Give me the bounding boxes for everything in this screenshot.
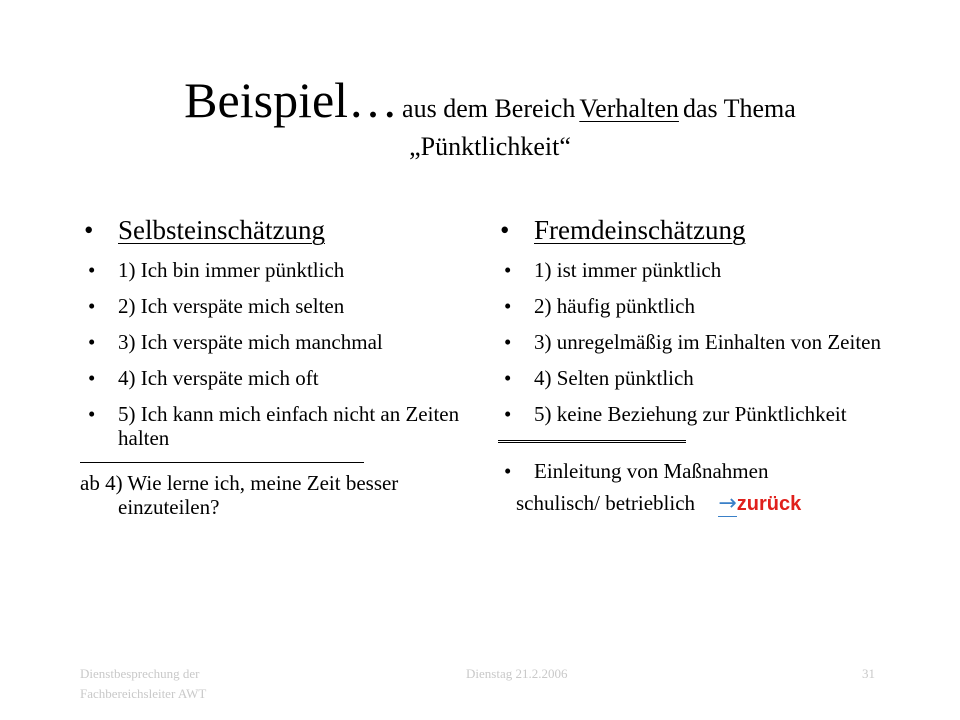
footer-event: Dienstbesprechung der Fachbereichsleiter AWT (80, 666, 207, 701)
list-item: • 5) Ich kann mich einfach nicht an Zeiten halten (80, 402, 470, 450)
list-item: • 4) Selten pünktlich (496, 366, 896, 390)
measures-subline (496, 491, 896, 516)
measures-list (496, 459, 896, 483)
title-topic-link[interactable]: Verhalten (579, 94, 679, 123)
slide-title (60, 72, 920, 161)
list-item: • 5) keine Beziehung zur Pünktlichkeit (496, 402, 896, 426)
self-assessment-column (80, 214, 470, 519)
external-assessment-column (496, 214, 896, 516)
list-item: • 3) Ich verspäte mich manchmal (80, 330, 470, 354)
measures-item: • Einleitung von Maßnahmen (496, 459, 896, 483)
back-link[interactable] (718, 491, 801, 515)
self-assessment-heading (80, 214, 470, 246)
list-item: • 1) Ich bin immer pünktlich (80, 258, 470, 282)
title-sub-prefix: aus dem Bereich (402, 94, 576, 123)
external-assessment-heading (496, 214, 896, 246)
back-link-label: zurück (736, 493, 802, 515)
title-theme: „Pünktlichkeit“ (409, 131, 571, 161)
self-assessment-note: ab 4) Wie lerne ich, meine Zeit besser einzuteilen? (80, 471, 399, 519)
title-main: Beispiel… (184, 72, 399, 128)
list-item: • 3) unregelmäßig im Einhalten von Zeiten (496, 330, 896, 354)
list-item: • 1) ist immer pünktlich (496, 258, 896, 282)
list-item: • 2) Ich verspäte mich selten (80, 294, 470, 318)
title-sub-suffix: das Thema (682, 94, 796, 123)
external-assessment-list (496, 214, 896, 426)
footer-date: Dienstag 21.2.2006 (466, 666, 568, 681)
right-arrow-icon: → (718, 491, 737, 516)
page-number: 31 (862, 666, 875, 681)
divider-line (80, 462, 364, 463)
measures-subtext: schulisch/ betrieblich (516, 491, 696, 515)
self-assessment-list (80, 214, 470, 450)
list-item: • 2) häufig pünktlich (496, 294, 896, 318)
list-item: • 4) Ich verspäte mich oft (80, 366, 470, 390)
self-assessment-heading-text: Selbsteinschätzung (118, 215, 325, 245)
double-divider-line (498, 440, 686, 443)
external-assessment-heading-text: Fremdeinschätzung (534, 215, 746, 245)
